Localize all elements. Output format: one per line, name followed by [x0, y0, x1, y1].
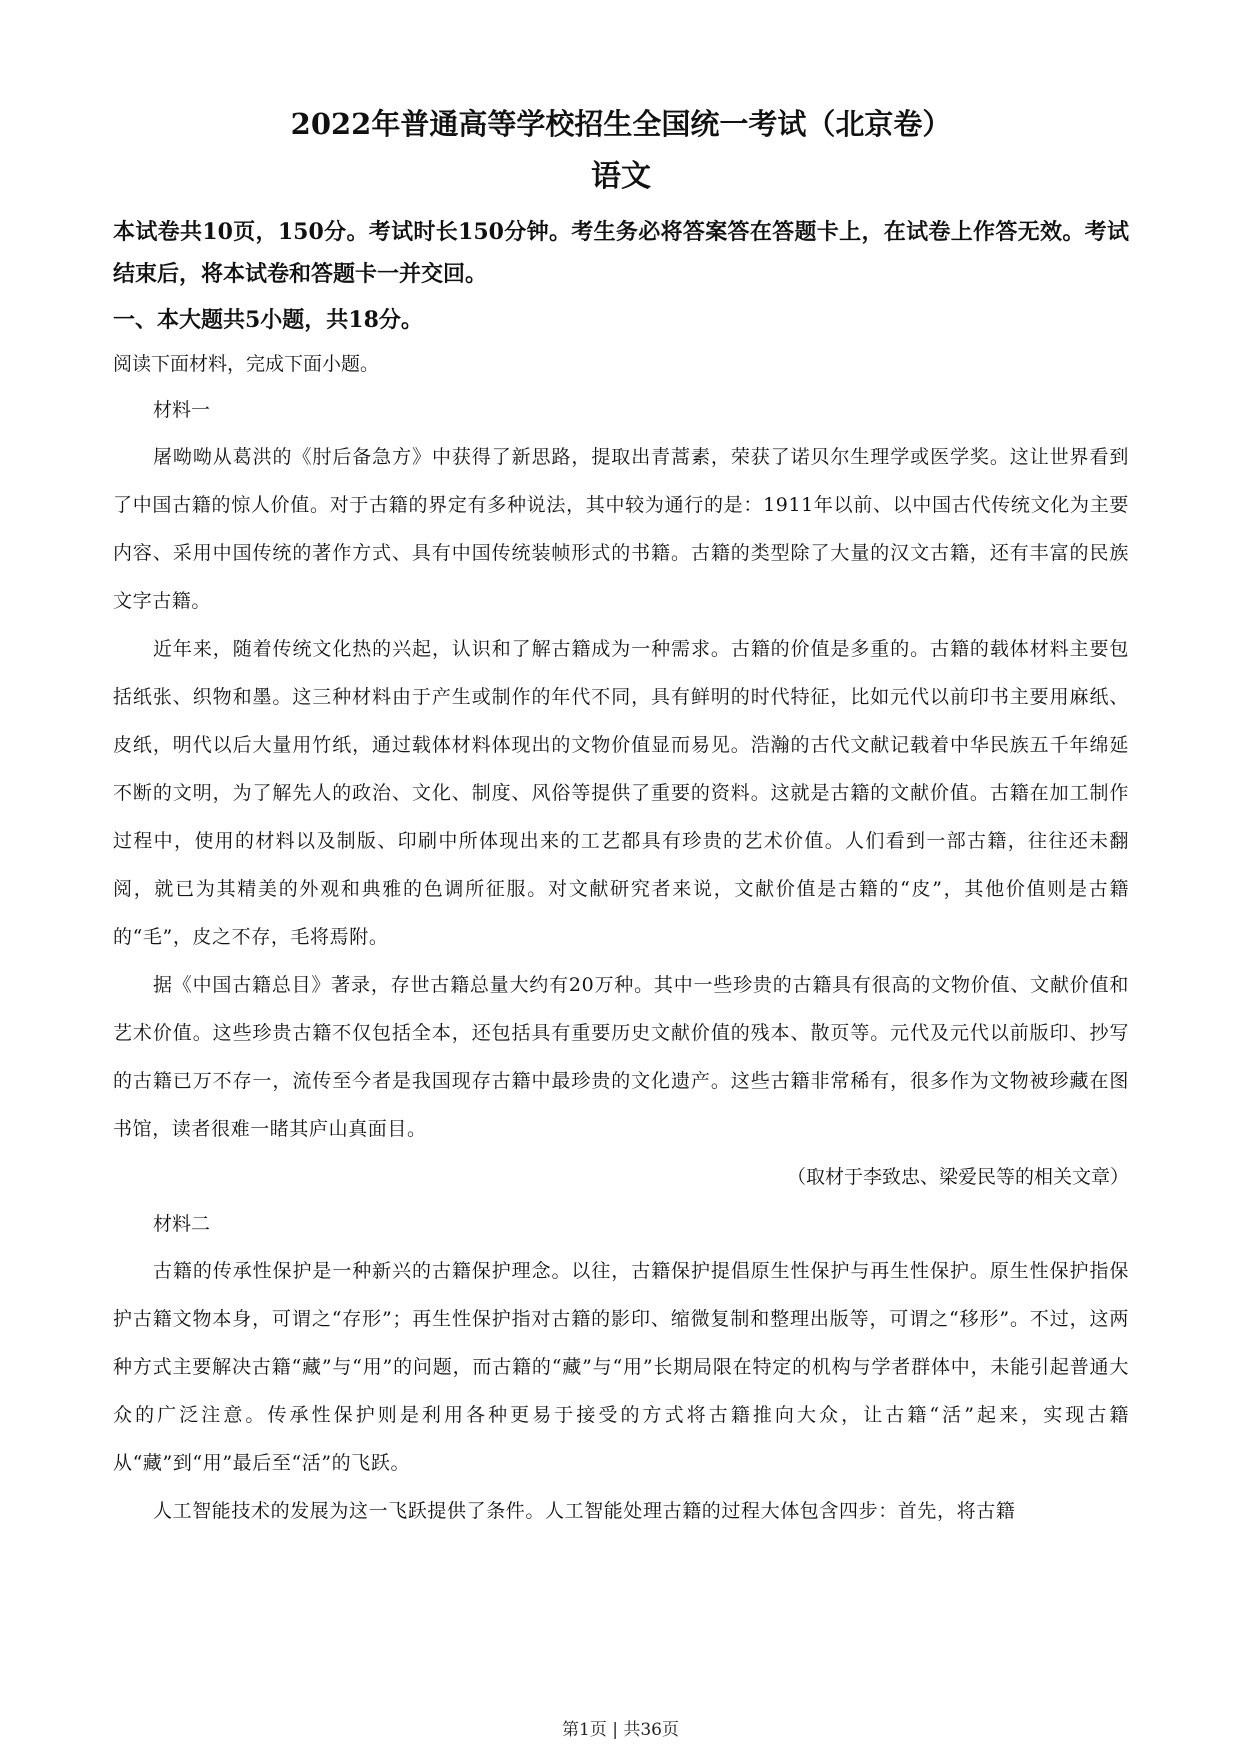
material-1-paragraph: 近年来，随着传统文化热的兴起，认识和了解古籍成为一种需求。古籍的价值是多重的。古籍的载体材料主要包括纸张、织物和墨。这三种材料由于产生或制作的年代不同，具有鲜明的时代特征，比如元代以前印书主要用麻纸、皮纸，明代以后大量用竹纸，通过载体材料体现出的文物价值显而易见。浩瀚的古代文献记载着中华民族五千年绵延不断的文明，为了解先人的政治、文化、制度、风俗等提供了重要的资料。这就是古籍的文献价值。古籍在加工制作过程中，使用的材料以及制版、印刷中所体现出来的工艺都具有珍贵的艺术价值。人们看到一部古籍，往往还未翻阅，就已为其精美的外观和典雅的色调所征服。对文献研究者来说，文献价值是古籍的“皮”，其他价值则是古籍的“毛”，皮之不存，毛将焉附。 — [113, 638, 1129, 948]
material-2-paragraph: 人工智能技术的发展为这一飞跃提供了条件。人工智能处理古籍的过程大体包含四步：首先，将古籍 — [153, 1500, 1016, 1522]
subject-title: 语文 — [591, 159, 651, 194]
material-1-paragraph: 屠呦呦从葛洪的《肘后备急方》中获得了新思路，提取出青蒿素，荣获了诺贝尔生理学或医学奖。这让世界看到了中国古籍的惊人价值。对于古籍的界定有多种说法，其中较为通行的是：1911年以前、以中国古代传统文化为主要内容、采用中国传统的著作方式、具有中国传统装帧形式的书籍。古籍的类型除了大量的汉文古籍，还有丰富的民族文字古籍。 — [113, 446, 1129, 612]
section-heading: 一、本大题共5小题，共18分。 — [113, 307, 423, 333]
material-1-source: （取材于李致忠、梁爱民等的相关文章） — [786, 1166, 1129, 1188]
material-2-paragraph: 古籍的传承性保护是一种新兴的古籍保护理念。以往，古籍保护提倡原生性保护与再生性保护。原生性保护指保护古籍文物本身，可谓之“存形”；再生性保护指对古籍的影印、缩微复制和整理出版等，可谓之“移形”。不过，这两种方式主要解决古籍“藏”与“用”的问题，而古籍的“藏”与“用”长期局限在特定的机构与学者群体中，未能引起普通大众的广泛注意。传承性保护则是利用各种更易于接受的方式将古籍推向大众，让古籍“活”起来，实现古籍从“藏”到“用”最后至“活”的飞跃。 — [113, 1260, 1129, 1474]
exam-page — [113, 105, 1129, 1535]
reading-instruction: 阅读下面材料，完成下面小题。 — [113, 353, 380, 375]
material-2-label: 材料二 — [153, 1213, 211, 1235]
exam-title: 2022年普通高等学校招生全国统一考试（北京卷） — [290, 107, 952, 141]
material-1-label: 材料一 — [153, 399, 211, 421]
material-1-paragraph: 据《中国古籍总目》著录，存世古籍总量大约有20万种。其中一些珍贵的古籍具有很高的文物价值、文献价值和艺术价值。这些珍贵古籍不仅包括全本，还包括具有重要历史文献价值的残本、散页等。元代及元代以前版印、抄写的古籍已万不存一，流传至今者是我国现存古籍中最珍贵的文化遗产。这些古籍非常稀有，很多作为文物被珍藏在图书馆，读者很难一睹其庐山真面目。 — [113, 974, 1129, 1140]
page-footer: 第1页 | 共36页 — [562, 1720, 679, 1740]
exam-notice: 本试卷共10页，150分。考试时长150分钟。考生务必将答案答在答题卡上，在试卷上作答无效。考试结束后，将本试卷和答题卡一并交回。 — [113, 219, 1129, 287]
